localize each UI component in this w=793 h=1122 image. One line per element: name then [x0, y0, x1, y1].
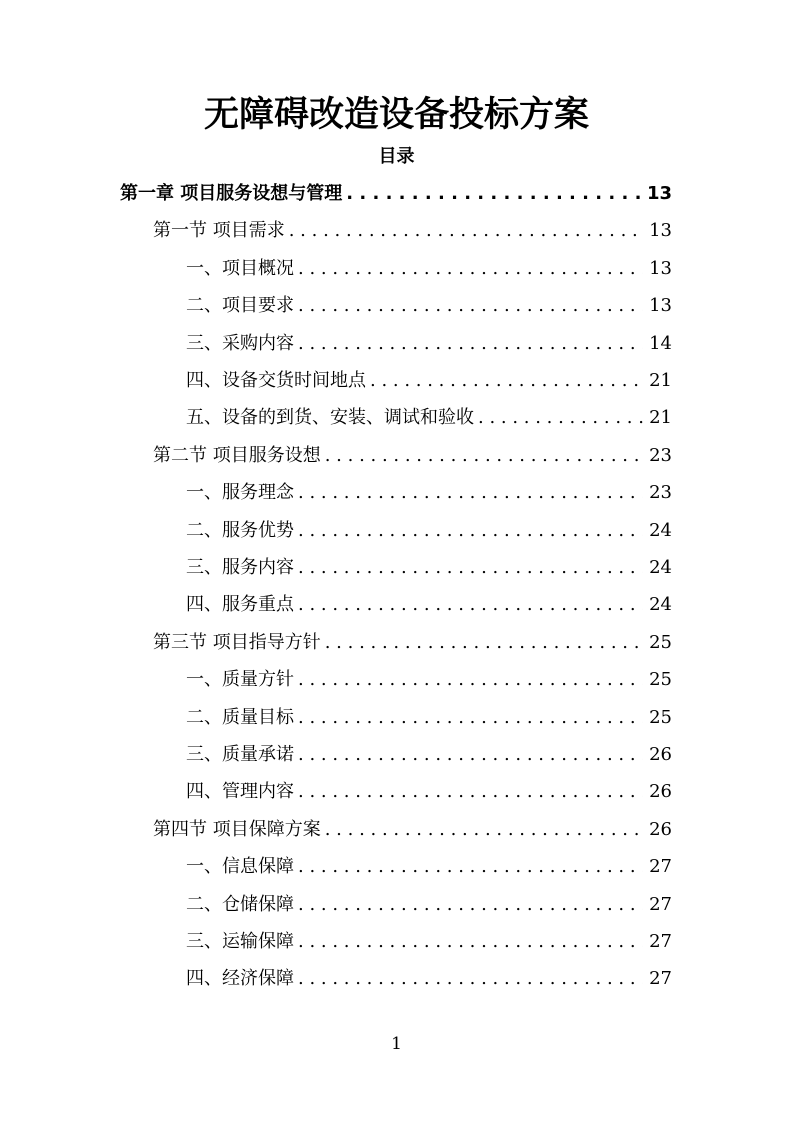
toc-entry[interactable] — [186, 287, 672, 324]
toc-entry[interactable] — [186, 325, 672, 362]
toc-entry[interactable] — [186, 736, 672, 773]
toc-entry-page: 26 — [649, 818, 672, 840]
toc-entry[interactable] — [153, 811, 672, 848]
toc-dot-leader — [298, 736, 643, 773]
toc-dot-leader — [289, 212, 643, 249]
toc-entry-page: 25 — [649, 631, 672, 653]
toc-entry[interactable] — [153, 437, 672, 474]
toc-entry[interactable] — [186, 886, 672, 923]
toc-entry-page: 27 — [649, 856, 672, 878]
toc-entry[interactable] — [186, 699, 672, 736]
toc-entry-label: 第三节 项目指导方针 — [153, 631, 321, 653]
toc-entry-page: 25 — [649, 706, 672, 728]
toc-entry-label: 五、设备的到货、安装、调试和验收 — [186, 407, 474, 429]
toc-dot-leader — [370, 362, 643, 399]
toc-entry-label: 第二节 项目服务设想 — [153, 444, 321, 466]
toc-entry-page: 23 — [649, 444, 672, 466]
toc-entry[interactable] — [186, 923, 672, 960]
toc-entry-label: 三、服务内容 — [186, 557, 294, 578]
toc-entry[interactable] — [120, 175, 672, 212]
toc-dot-leader — [298, 287, 643, 324]
toc-entry[interactable] — [153, 212, 672, 249]
toc-dot-leader — [346, 175, 641, 212]
toc-entry[interactable] — [186, 250, 672, 287]
toc-entry-label: 二、服务优势 — [186, 519, 294, 541]
toc-entry-page: 23 — [649, 482, 672, 504]
toc-entry-label: 一、项目概况 — [186, 257, 294, 279]
document-title: 无障碍改造设备投标方案 — [203, 95, 589, 135]
toc-entry[interactable] — [186, 661, 672, 698]
toc-entry[interactable] — [186, 960, 672, 997]
toc-entry-page: 13 — [649, 295, 672, 317]
page-number: 1 — [391, 1034, 402, 1054]
toc-entry[interactable] — [153, 624, 672, 661]
toc-dot-leader — [298, 773, 643, 810]
toc-entry-label: 三、质量承诺 — [186, 744, 294, 765]
toc-entry-page: 24 — [649, 557, 672, 578]
toc-dot-leader — [325, 624, 643, 661]
toc-entry-page: 27 — [649, 893, 672, 915]
toc-entry-label: 第一章 项目服务设想与管理 — [120, 183, 343, 204]
toc-entry[interactable] — [186, 399, 672, 436]
toc-entry-label: 一、服务理念 — [186, 482, 294, 504]
toc-dot-leader — [298, 325, 643, 362]
toc-entry-page: 25 — [649, 669, 672, 691]
toc-entry-label: 四、设备交货时间地点 — [186, 370, 366, 391]
toc-dot-leader — [298, 886, 643, 923]
toc-entry-page: 14 — [649, 332, 672, 354]
toc-entry-page: 21 — [649, 370, 672, 391]
toc-entry-label: 第四节 项目保障方案 — [153, 818, 321, 840]
toc-entry-page: 24 — [649, 594, 672, 616]
toc-dot-leader — [298, 474, 643, 511]
toc-dot-leader — [298, 661, 643, 698]
toc-entry[interactable] — [186, 848, 672, 885]
toc-entry-page: 24 — [649, 519, 672, 541]
toc-entry-page: 27 — [649, 968, 672, 990]
toc-entry[interactable] — [186, 549, 672, 586]
toc-entry[interactable] — [186, 512, 672, 549]
toc-entry-label: 二、仓储保障 — [186, 893, 294, 915]
toc-entry-page: 13 — [646, 183, 672, 204]
toc-dot-leader — [298, 848, 643, 885]
toc-entry-page: 21 — [649, 407, 672, 429]
toc-dot-leader — [298, 250, 643, 287]
toc-entry-label: 一、信息保障 — [186, 856, 294, 878]
toc-entry-label: 四、经济保障 — [186, 968, 294, 990]
toc-entry-page: 26 — [649, 781, 672, 803]
toc-heading: 目录 — [378, 146, 415, 167]
toc-entry-page: 27 — [649, 931, 672, 952]
toc-entry-label: 一、质量方针 — [186, 669, 294, 691]
toc-entry-label: 三、采购内容 — [186, 332, 294, 354]
toc-entry-label: 四、管理内容 — [186, 781, 294, 803]
toc-entry[interactable] — [186, 586, 672, 623]
toc-entry-page: 26 — [649, 744, 672, 765]
toc-dot-leader — [298, 699, 643, 736]
toc-entry-label: 第一节 项目需求 — [153, 220, 285, 242]
toc-entry-label: 三、运输保障 — [186, 931, 294, 952]
toc-entry-label: 二、质量目标 — [186, 706, 294, 728]
toc-dot-leader — [298, 923, 643, 960]
toc-entry[interactable] — [186, 773, 672, 810]
toc-dot-leader — [325, 811, 643, 848]
toc-dot-leader — [298, 586, 643, 623]
toc-entry-label: 二、项目要求 — [186, 295, 294, 317]
toc-dot-leader — [298, 512, 643, 549]
toc-dot-leader — [325, 437, 643, 474]
toc-dot-leader — [298, 960, 643, 997]
toc-dot-leader — [478, 399, 643, 436]
toc-entry-page: 13 — [649, 220, 672, 242]
toc-entry[interactable] — [186, 474, 672, 511]
toc-entry-page: 13 — [649, 257, 672, 279]
toc-entry-label: 四、服务重点 — [186, 594, 294, 616]
toc-dot-leader — [298, 549, 643, 586]
toc-entry[interactable] — [186, 362, 672, 399]
